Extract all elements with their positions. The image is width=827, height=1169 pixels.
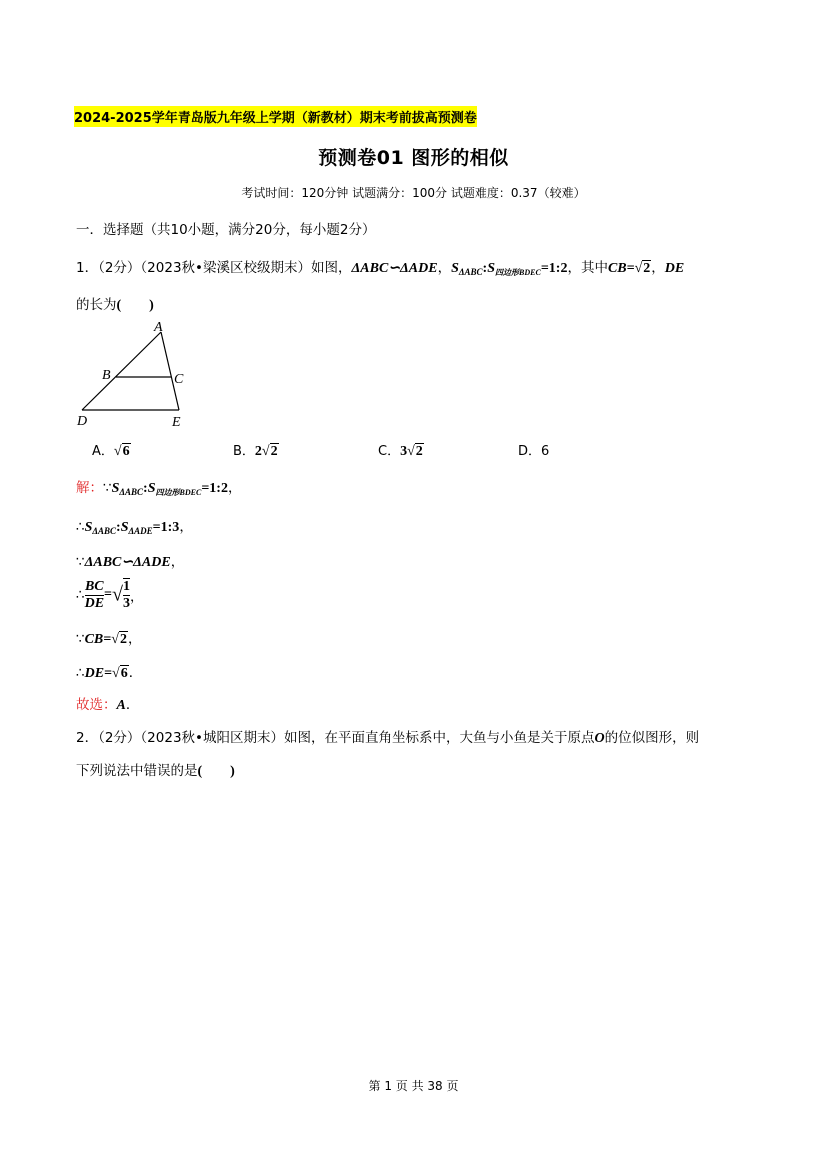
figure-label-c: C [174,372,184,387]
q1-mid: ，其中 [567,260,608,276]
option-c-rad: 2 [415,444,423,459]
s3-similar: ΔABC∽ΔADE [84,555,171,570]
s6-rad: 6 [120,666,128,681]
option-a-label: A． [92,444,114,459]
q1-cb: CB= [607,261,635,276]
answer-end: ． [125,697,140,713]
solution-step-1 [76,476,241,498]
q1-s-a-sub: ΔABC [458,267,483,277]
q1-ratio: =1:2 [540,261,568,276]
s1-s-b: S [147,481,156,496]
s5-sqrt-sign: √ [111,632,119,647]
s1-s-a-sub: ΔABC [119,487,144,497]
q1-comma2: ， [651,260,665,276]
q1-sqrt-sign: √ [634,261,643,276]
therefore-symbol: ∴ [76,519,85,535]
figure-label-e: E [172,415,181,430]
q1-prefix: 1．（2分）（2023秋•梁溪区校级期末）如图， [76,260,352,276]
s2-colon: : [116,520,121,535]
q2-text: 2．（2分）（2023秋•城阳区期末）如图，在平面直角坐标系中，大鱼与小鱼是关于原点 [76,730,595,746]
s4-fraction [85,579,104,612]
q1-comma: ， [437,260,452,276]
exam-meta: 考试时间：120分钟 试题满分：100分 试题难度：0.37（较难） [241,186,586,200]
q2-line2 [76,759,235,780]
s2-s-a-sub: ΔABC [92,526,117,536]
q1-option-a[interactable] [92,440,131,460]
q1-option-b[interactable] [233,440,279,460]
therefore-symbol: ∴ [76,587,85,603]
because-symbol: ∵ [76,554,85,570]
q1-triangle-figure [70,318,200,433]
option-b-rad: 2 [270,444,278,459]
q1-colon: : [482,261,488,276]
solution-step-3 [76,550,184,571]
q2-line1 [76,726,699,747]
s1-s-a: S [111,481,120,496]
option-b-label: B． [233,444,255,459]
s6-sqrt-sign: √ [112,666,120,681]
s6-de: DE= [84,666,113,681]
s1-colon: : [143,481,148,496]
q1-line1 [76,256,684,278]
s1-end: ， [227,480,242,496]
option-d-label: D．6 [518,444,550,459]
solution-step-4 [76,578,144,612]
s5-cb: CB= [84,632,112,647]
solution-step-6 [76,661,142,682]
q1-paren: ( ) [116,298,154,313]
q2-line2-text: 下列说法中错误的是 [76,763,198,779]
solution-step-2 [76,515,193,536]
q1-line2 [76,293,154,314]
page-title: 预测卷01 图形的相似 [318,147,509,169]
s4-root-fraction [123,578,130,612]
s3-end: ， [170,554,185,570]
s2-end: ， [179,519,193,535]
figure-label-d: D [77,414,88,429]
s4-root-numerator: 1 [123,579,131,594]
option-c-sqrt: √ [407,444,415,459]
answer-value: A [116,698,126,713]
section-heading: 一．选择题（共10小题，满分20分，每小题2分） [76,222,376,238]
option-a-sqrt: √ [113,444,122,459]
answer-label: 故选： [76,697,117,713]
s6-end: ． [128,665,143,681]
solution-label: 解： [76,480,103,496]
option-c-coef: 3 [400,444,408,459]
figure-side-ad [82,332,161,410]
s4-numerator: BC [84,578,104,594]
q2-origin: O [594,731,605,746]
s2-s-a: S [84,520,93,535]
solution-answer [76,693,139,714]
q1-cb-val: 2 [643,261,651,276]
s2-s-b: S [120,520,129,535]
option-b-coef: 2 [254,444,262,459]
s1-ratio: =1:2 [201,481,228,496]
figure-label-a: A [154,320,163,335]
page-footer: 第 1 页 共 38 页 [368,1079,459,1093]
figure-side-ae [161,332,179,410]
therefore-symbol: ∴ [76,665,85,681]
q1-s-a: S [451,261,459,276]
s4-equals: = [104,587,113,602]
because-symbol: ∵ [76,631,85,647]
option-a-rad: 6 [122,444,130,459]
s4-denominator: DE [84,595,105,611]
s2-ratio: =1:3 [152,520,180,535]
q2-paren: ( ) [197,764,235,779]
s5-end: ， [127,631,142,647]
q1-de: DE [664,261,685,276]
s1-s-b-sub: 四边形BDEC [155,488,202,497]
s2-s-b-sub: ΔADE [128,526,153,536]
q1-line2-text: 的长为 [76,297,117,313]
s4-root-denominator: 3 [123,596,131,611]
q1-s-b: S [487,261,496,276]
q1-option-d[interactable] [518,440,549,459]
q2-text-end: 的位似图形，则 [604,730,700,746]
q1-similar: ΔABC∽ΔADE [351,261,438,276]
exam-banner: 2024-2025学年青岛版九年级上学期（新教材）期末考前拔高预测卷 [74,106,477,127]
s4-sqrt-sign: √ [112,583,124,606]
solution-step-5 [76,627,141,648]
option-b-sqrt: √ [261,444,270,459]
s5-rad: 2 [119,632,127,647]
figure-label-b: B [102,368,111,383]
because-symbol: ∵ [103,480,112,496]
option-c-label: C． [378,444,401,459]
q1-s-b-sub: 四边形BDEC [495,268,541,277]
q1-option-c[interactable] [378,440,424,460]
s4-end: ， [130,589,144,605]
